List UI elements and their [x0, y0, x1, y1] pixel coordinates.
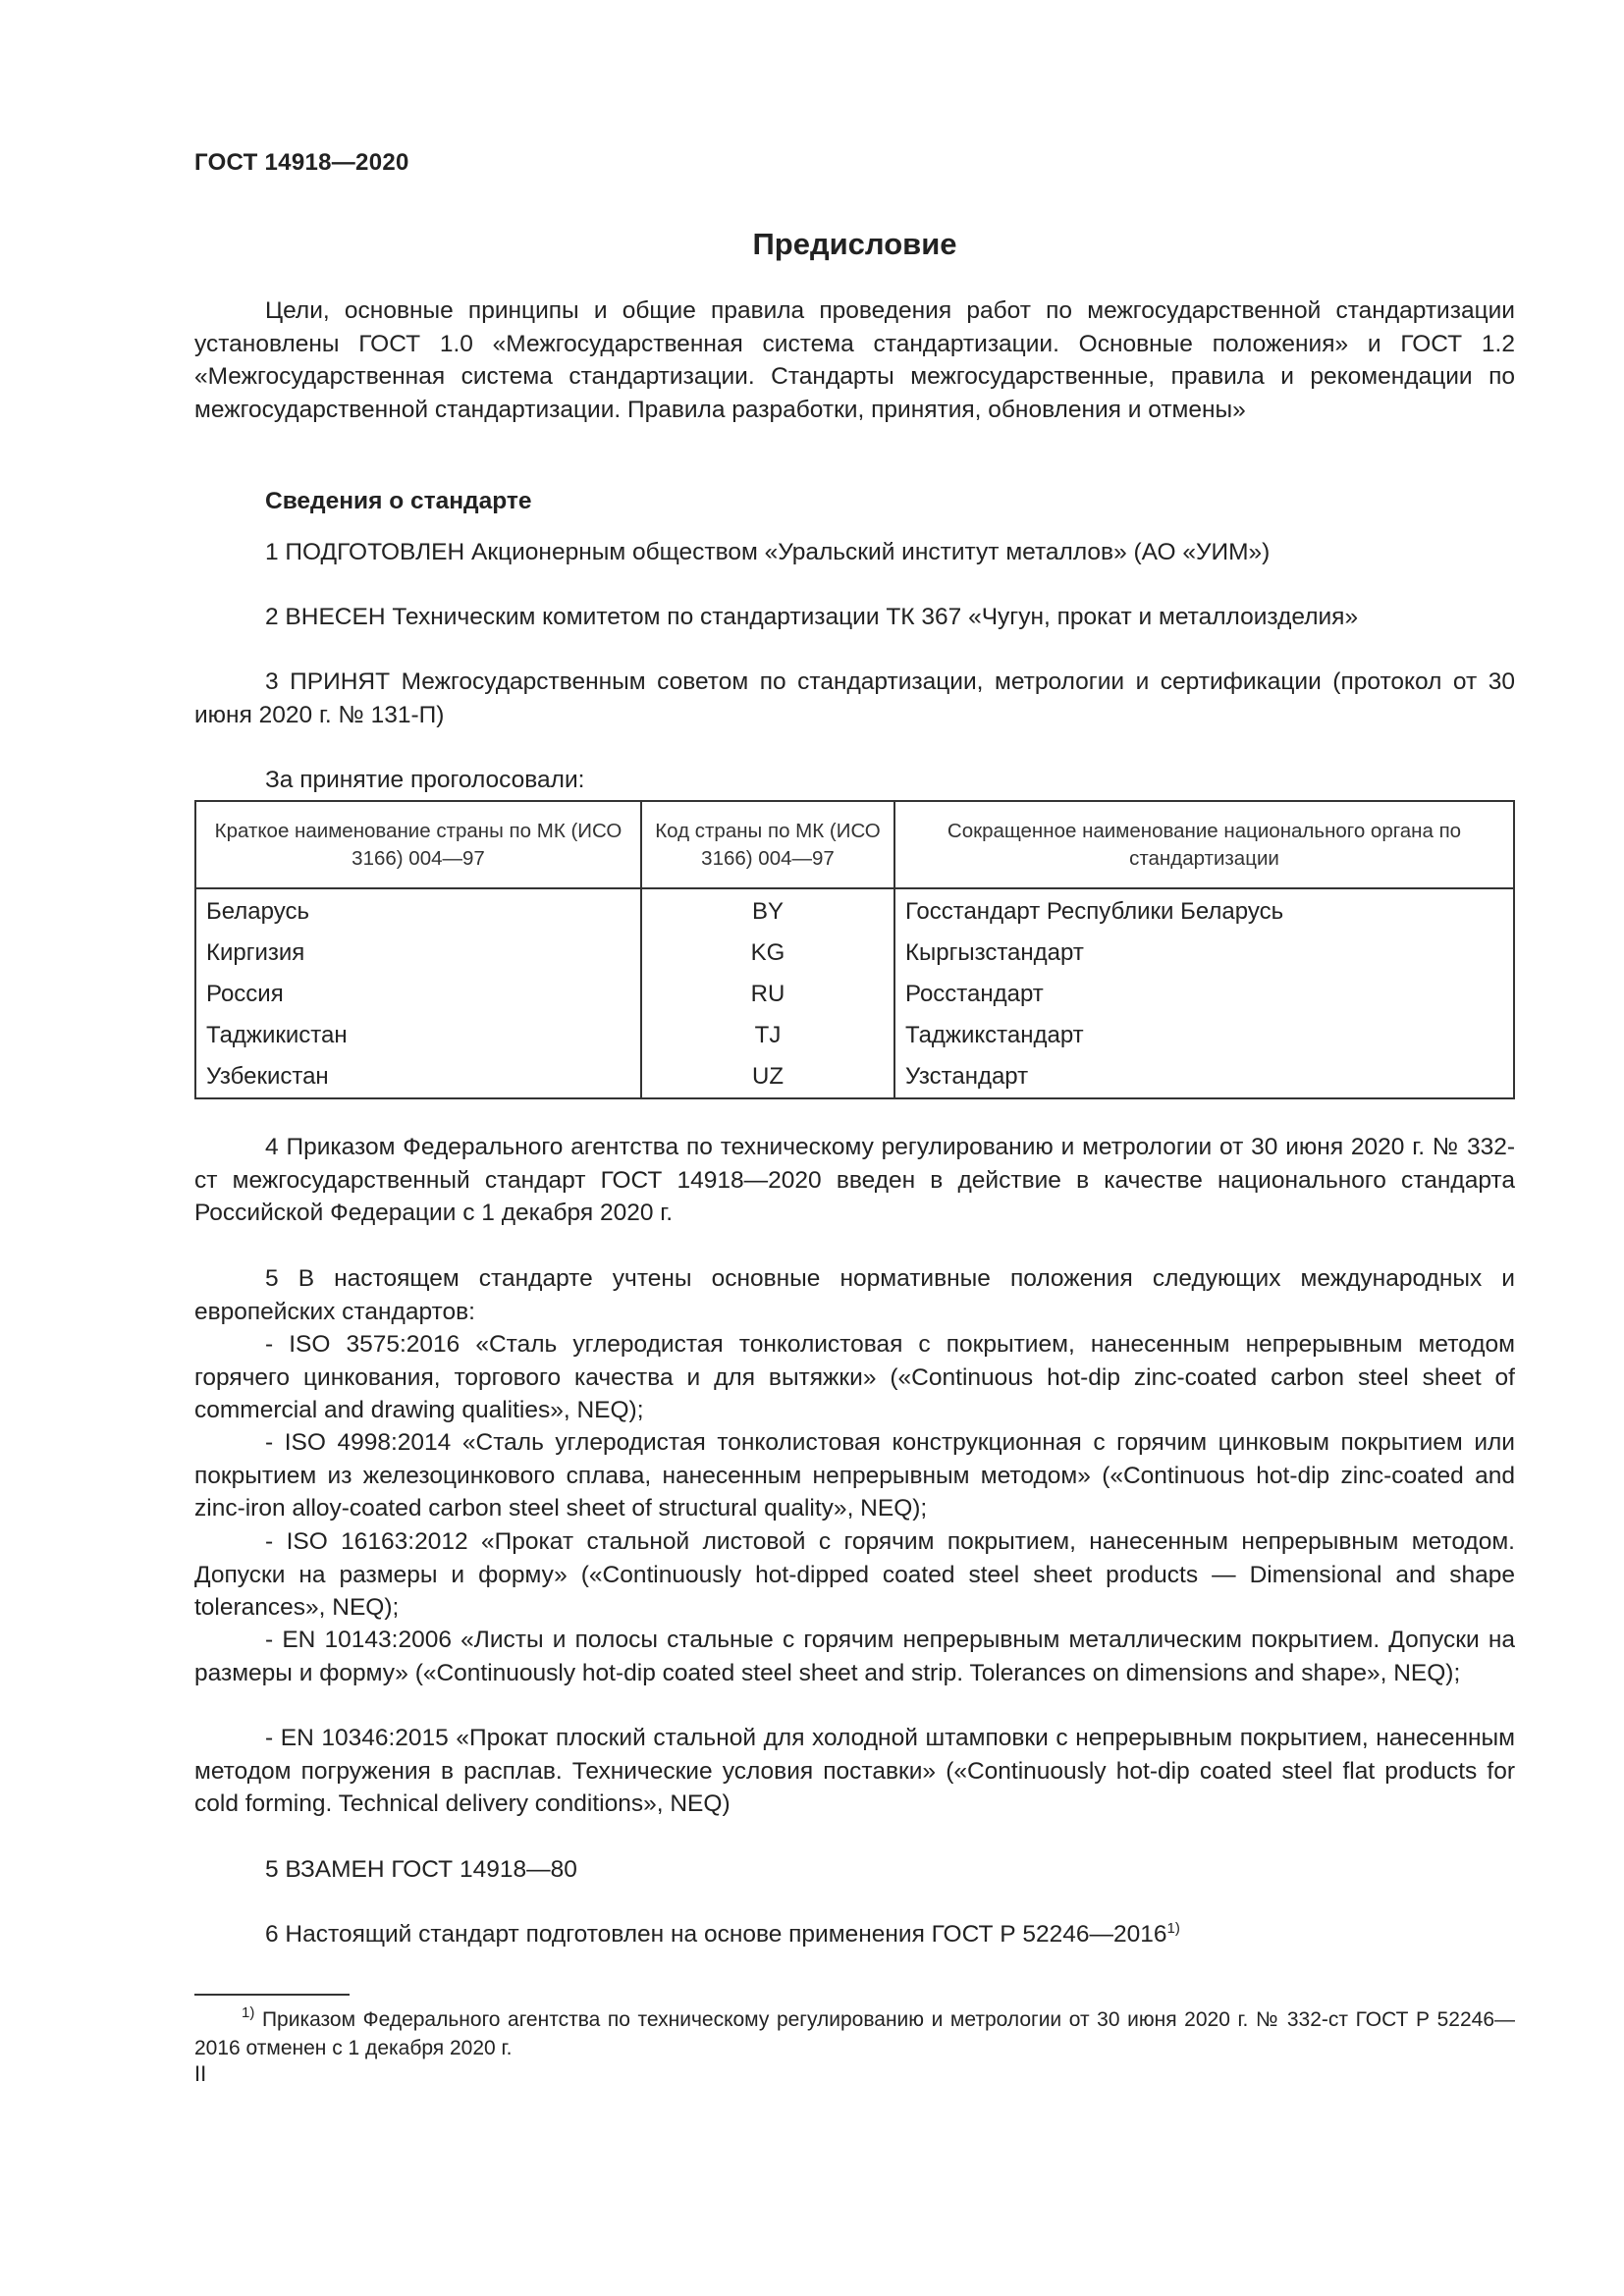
header-country-code: Код страны по МК (ИСО 3166) 004—97 — [641, 801, 894, 888]
footnote-text: Приказом Федерального агентства по техническому регулированию и метрологии от 30 июня 2020 г. № 332-ст ГОСТ Р 52246—2016 отменен с 1 декабря 2020 г. — [194, 2008, 1515, 2059]
vote-table-header — [195, 801, 1514, 888]
document-header: ГОСТ 14918—2020 — [194, 149, 409, 176]
table-row — [195, 933, 1514, 974]
header-national-body: Сокращенное наименование национального органа по стандартизации — [894, 801, 1514, 888]
country-code: BY — [641, 888, 894, 933]
item-2: 2 ВНЕСЕН Техническим комитетом по стандартизации ТК 367 «Чугун, прокат и металлоизделия» — [265, 604, 1359, 630]
item-6 — [194, 1918, 1515, 1951]
item-4: 4 Приказом Федерального агентства по техническому регулированию и метрологии от 30 июня 2020 г. № 332-ст межгосударственный стандарт ГОСТ 14918—2020 введен в действие в качестве национального стандарта Российской Федерации с 1 декабря 2020 г. — [194, 1134, 1515, 1226]
country-code: KG — [641, 933, 894, 974]
national-body: Узстандарт — [894, 1056, 1514, 1098]
standard-ref-iso-4998: - ISO 4998:2014 «Сталь углеродистая тонколистовая конструкционная с горячим цинковым покрытием или покрытием из железоцинкового сплава, нанесенным непрерывным методом» («Continuous hot-dip zinc-coated and zinc-iron alloy-coated carbon steel sheet of structural quality», NEQ); — [194, 1429, 1515, 1522]
page-title: Предисловие — [752, 227, 957, 261]
national-body: Таджикстандарт — [894, 1015, 1514, 1056]
item-1: 1 ПОДГОТОВЛЕН Акционерным обществом «Уральский институт металлов» (АО «УИМ») — [265, 539, 1271, 565]
vote-table — [194, 800, 1515, 1099]
country-name: Киргизия — [195, 933, 641, 974]
country-name: Таджикистан — [195, 1015, 641, 1056]
table-row — [195, 1056, 1514, 1098]
item-5-intro: 5 В настоящем стандарте учтены основные нормативные положения следующих международных и европейских стандартов: — [194, 1265, 1515, 1325]
national-body: Кыргызстандарт — [894, 933, 1514, 974]
info-heading: Сведения о стандарте — [265, 488, 532, 514]
table-row — [195, 1015, 1514, 1056]
country-code: UZ — [641, 1056, 894, 1098]
footnote-marker: 1) — [242, 2004, 255, 2021]
vote-caption: За принятие проголосовали: — [265, 767, 585, 793]
country-code: RU — [641, 974, 894, 1015]
intro-paragraph: Цели, основные принципы и общие правила проведения работ по межгосударственной стандартизации установлены ГОСТ 1.0 «Межгосударственная система стандартизации. Основные положения» и ГОСТ 1.2 «Межгосударственная система стандартизации. Стандарты межгосударственные, правила и рекомендации по межгосударственной стандартизации. Правила разработки, принятия, обновления и отмены» — [194, 297, 1515, 423]
table-row — [195, 974, 1514, 1015]
standard-ref-iso-3575: - ISO 3575:2016 «Сталь углеродистая тонколистовая с покрытием, нанесенным непрерывным методом горячего цинкования, торгового качества и для вытяжки» («Continuous hot-dip zinc-coated carbon steel sheet of commercial and drawing qualities», NEQ); — [194, 1331, 1515, 1423]
national-body: Госстандарт Республики Беларусь — [894, 888, 1514, 933]
standard-ref-en-10143: - EN 10143:2006 «Листы и полосы стальные с горячим непрерывным металлическим покрытием. Допуски на размеры и форму» («Continuously hot-dip coated steel sheet and strip. Tolerances on dimensions and shape», NEQ); — [194, 1627, 1515, 1686]
country-name: Россия — [195, 974, 641, 1015]
footnote-ref: 1) — [1166, 1920, 1180, 1937]
country-code: TJ — [641, 1015, 894, 1056]
item-6-text: 6 Настоящий стандарт подготовлен на основе применения ГОСТ Р 52246—2016 — [265, 1921, 1167, 1948]
footnote-divider — [194, 1994, 350, 1996]
header-country-name: Краткое наименование страны по МК (ИСО 3166) 004—97 — [195, 801, 641, 888]
standard-ref-en-10346: - EN 10346:2015 «Прокат плоский стальной для холодной штамповки с непрерывным покрытием, нанесенным методом погружения в расплав. Технические условия поставки» («Continuously hot-dip coated steel flat products for cold forming. Technical delivery conditions», NEQ) — [194, 1725, 1515, 1817]
item-5-replaces: 5 ВЗАМЕН ГОСТ 14918—80 — [265, 1856, 577, 1883]
country-name: Узбекистан — [195, 1056, 641, 1098]
standard-ref-iso-16163: - ISO 16163:2012 «Прокат стальной листовой с горячим покрытием, нанесенным непрерывным методом. Допуски на размеры и форму» («Continuously hot-dipped coated steel sheet products — Dimensional and shape tolerances», NEQ); — [194, 1528, 1515, 1621]
footnote — [194, 2005, 1515, 2062]
page-number: II — [194, 2061, 207, 2086]
table-row — [195, 888, 1514, 933]
national-body: Росстандарт — [894, 974, 1514, 1015]
country-name: Беларусь — [195, 888, 641, 933]
item-3: 3 ПРИНЯТ Межгосударственным советом по стандартизации, метрологии и сертификации (протокол от 30 июня 2020 г. № 131-П) — [194, 668, 1515, 728]
